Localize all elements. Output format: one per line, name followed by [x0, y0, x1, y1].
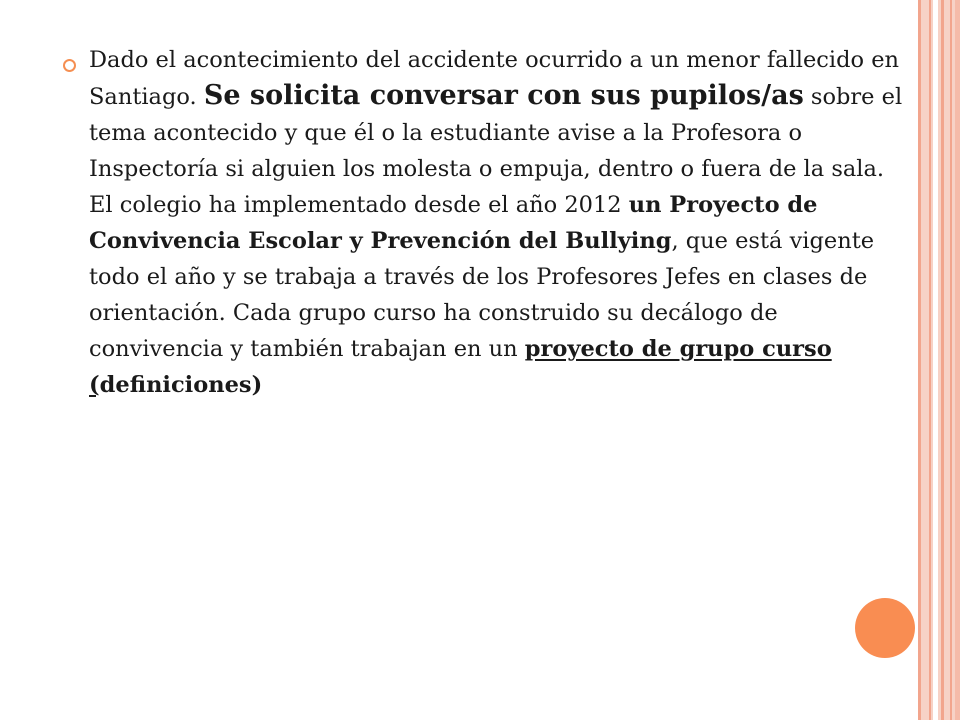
- bold-request-text: Se solicita conversar con sus pupilos/as: [203, 80, 804, 111]
- border-stripe: [950, 0, 952, 720]
- border-stripe: [929, 0, 931, 720]
- border-stripe: [941, 0, 944, 720]
- circle-bullet-icon: [63, 59, 76, 72]
- underlined-project-text: proyecto de grupo curso (: [89, 336, 832, 398]
- text-segment: , que está vigente todo el año y se trabaja a través de los Profesores Jefes en clases de orientación. Cada grupo curso ha construido su decálogo de convivencia y también trabajan en un: [89, 228, 875, 362]
- text-segment: sobre el tema acontecido y que él o la estudiante avise a la Profesora o Inspectoría si alguien los molesta o empuja, dentro o fuera de la sala. El colegio ha implementado desde el año 2012: [89, 84, 903, 218]
- border-stripe: [933, 0, 938, 720]
- border-stripe: [955, 0, 960, 720]
- body-paragraph: [89, 42, 911, 403]
- right-border-band: [918, 0, 960, 720]
- decorative-circle-icon: [855, 598, 915, 658]
- bold-definitions-text: definiciones): [99, 372, 263, 398]
- bold-project-text: un Proyecto de Convivencia Escolar y Prevención del Bullying: [89, 192, 818, 254]
- text-segment: Dado el acontecimiento del accidente ocurrido a un menor fallecido en Santiago.: [89, 47, 899, 110]
- border-stripe: [918, 0, 921, 720]
